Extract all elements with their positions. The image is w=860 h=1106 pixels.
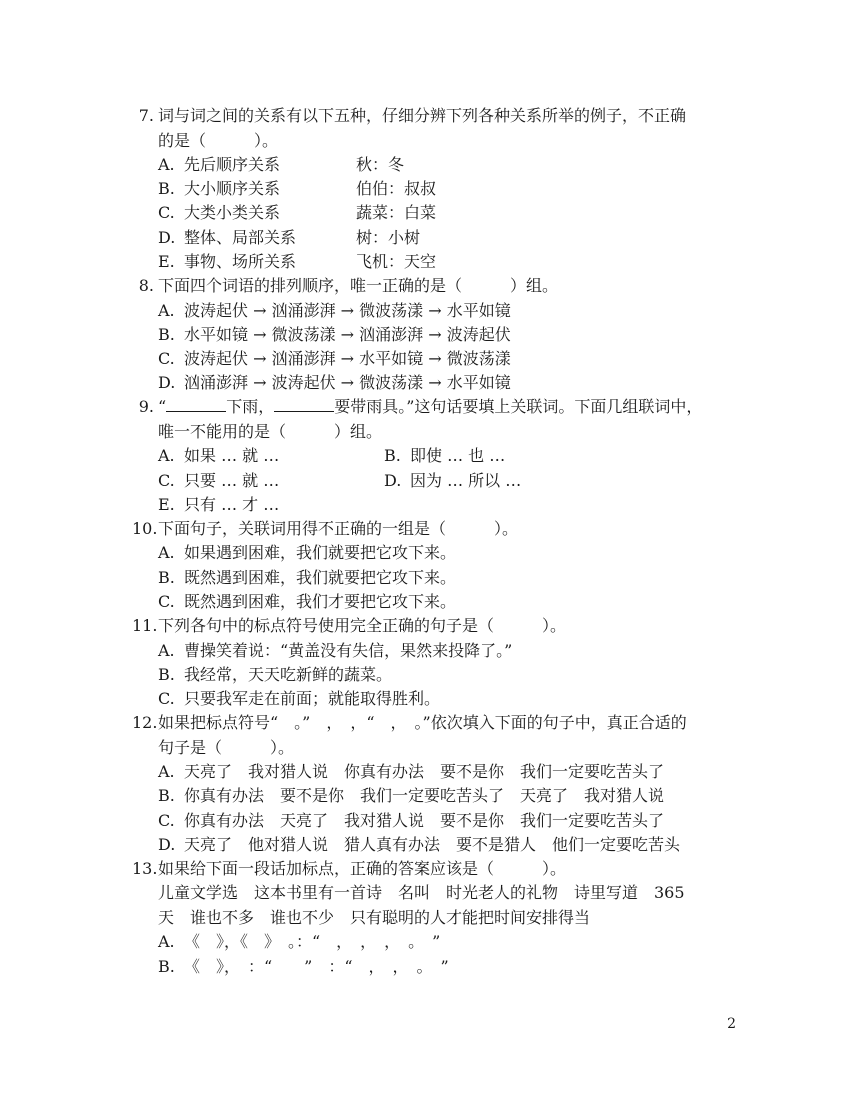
option-letter: B. (158, 324, 175, 344)
option-text: 你真有办法 要不是你 我们一定要吃苦头了 天亮了 我对猎人说 (184, 786, 665, 806)
option-text: 《 》，《 》 。：“ ， ， ， 。 ” (184, 932, 441, 952)
question-number: 10. (132, 518, 158, 538)
question-8 (132, 274, 732, 395)
option-letter: B. (158, 567, 175, 587)
option-b (384, 444, 610, 468)
option-letter: D. (384, 470, 402, 490)
option-letter: A. (158, 446, 175, 466)
option-b (132, 955, 732, 979)
option-text: 既然遇到困难，我们就要把它攻下来。 (184, 567, 457, 587)
option-text: 汹涌澎湃 → 波涛起伏 → 微波荡漾 → 水平如镜 (184, 373, 511, 393)
option-c (132, 687, 732, 711)
passage-text: 儿童文学选 这本书里有一首诗 名叫 时光老人的礼物 诗里写道 365 (158, 883, 685, 903)
option-letter: A. (158, 932, 175, 952)
option-a (132, 153, 732, 177)
option-letter: E. (158, 251, 175, 271)
question-9 (132, 395, 732, 517)
question-number: 13. (132, 858, 158, 878)
option-text: 先后顺序关系 (184, 155, 281, 174)
option-letter: B. (158, 664, 175, 684)
option-b (132, 784, 732, 808)
option-text: 波涛起伏 → 汹涌澎湃 → 微波荡漾 → 水平如镜 (184, 300, 511, 320)
option-text: 天亮了 他对猎人说 猎人真有办法 要不是猎人 他们一定要吃苦头 (184, 834, 681, 854)
option-text: 整体、局部关系 (184, 227, 297, 247)
option-letter: B. (158, 786, 175, 806)
question-stem: 如果给下面一段话加标点，正确的答案应该是（ ）。 (158, 858, 567, 878)
option-letter: A. (158, 300, 175, 320)
quote-open: “ (158, 397, 167, 417)
option-letter: B. (384, 446, 401, 466)
question-stem: 下面四个词语的排列顺序，唯一正确的是（ ）组。 (158, 276, 559, 296)
option-letter: E. (158, 494, 175, 514)
question-stem: 下雨， (226, 397, 275, 417)
option-a (132, 299, 732, 323)
option-letter: A. (158, 640, 175, 660)
fill-blank (274, 397, 334, 412)
option-letter: D. (158, 373, 176, 393)
option-text: 如果遇到困难，我们就要把它攻下来。 (184, 543, 457, 563)
option-text: 如果 … 就 … (184, 446, 280, 466)
option-text: 水平如镜 → 微波荡漾 → 汹涌澎湃 → 波涛起伏 (184, 324, 511, 344)
question-13 (132, 857, 732, 979)
fill-blank (166, 397, 226, 412)
option-b (132, 566, 732, 590)
option-c (132, 590, 732, 614)
option-d (132, 371, 732, 395)
option-d (132, 226, 732, 250)
option-c (132, 809, 732, 833)
option-text: 你真有办法 天亮了 我对猎人说 要不是你 我们一定要吃苦头了 (184, 810, 665, 830)
option-a (132, 760, 732, 784)
option-example: 伯伯：叔叔 (356, 179, 437, 199)
option-letter: C. (158, 470, 175, 490)
question-12 (132, 711, 732, 857)
passage-text: 天 谁也不多 谁也不少 只有聪明的人才能把时间安排得当 (158, 907, 591, 927)
option-b (132, 177, 732, 201)
question-11 (132, 614, 732, 711)
question-number: 12. (132, 713, 158, 733)
option-letter: C. (158, 810, 175, 830)
question-number: 8. (138, 276, 154, 296)
option-a (132, 639, 732, 663)
option-d (132, 833, 732, 857)
question-number: 7. (138, 106, 154, 125)
option-text: 我经常，天天吃新鲜的蔬菜。 (184, 664, 393, 684)
option-text: 大类小类关系 (184, 203, 281, 223)
option-d (384, 469, 610, 493)
option-letter: D. (158, 834, 176, 854)
option-a (132, 541, 732, 565)
option-letter: A. (158, 543, 175, 563)
option-text: 曹操笑着说：“黄盖没有失信，果然来投降了。” (184, 640, 513, 660)
question-stem: 下面句子，关联词用得不正确的一组是（ ）。 (158, 518, 519, 538)
option-example: 蔬菜：白菜 (356, 203, 437, 223)
option-a (132, 930, 732, 954)
option-letter: C. (158, 591, 175, 611)
option-e (158, 493, 384, 517)
option-b (132, 663, 732, 687)
option-letter: B. (158, 179, 175, 199)
question-stem: 的是（ ）。 (158, 130, 279, 150)
option-c (132, 201, 732, 225)
option-letter: A. (158, 762, 175, 782)
option-text: 大小顺序关系 (184, 179, 281, 199)
option-letter: C. (158, 688, 175, 708)
question-stem: 词与词之间的关系有以下五种，仔细分辨下列各种关系所举的例子，不正确 (158, 106, 687, 125)
option-text: 只要我军走在前面；就能取得胜利。 (184, 688, 441, 708)
option-example: 飞机：天空 (356, 251, 437, 271)
option-b (132, 323, 732, 347)
option-text: 事物、场所关系 (184, 251, 297, 271)
option-letter: A. (158, 155, 175, 174)
option-text: 因为 … 所以 … (410, 470, 522, 490)
option-text: 只要 … 就 … (184, 470, 280, 490)
question-number: 11. (132, 616, 158, 636)
option-text: 天亮了 我对猎人说 你真有办法 要不是你 我们一定要吃苦头了 (184, 762, 665, 782)
option-c (158, 469, 384, 493)
option-example: 秋：冬 (356, 155, 405, 174)
question-stem: 如果把标点符号“ 。” ， ，“ ， 。”依次填入下面的句子中，真正合适的 (158, 713, 687, 733)
option-text: 既然遇到困难，我们才要把它攻下来。 (184, 591, 457, 611)
option-letter: C. (158, 348, 175, 368)
exam-content (132, 104, 732, 979)
question-10 (132, 517, 732, 614)
question-7 (132, 104, 732, 274)
option-letter: D. (158, 227, 176, 247)
option-letter: C. (158, 203, 175, 223)
option-c (132, 347, 732, 371)
option-text: 波涛起伏 → 汹涌澎湃 → 水平如镜 → 微波荡漾 (184, 348, 511, 368)
question-stem: 句子是（ ）。 (158, 737, 295, 757)
option-example: 树：小树 (356, 227, 421, 247)
option-a (158, 444, 384, 468)
question-stem: 下列各句中的标点符号使用完全正确的句子是（ ）。 (158, 616, 567, 636)
option-letter: B. (158, 956, 175, 976)
question-number: 9. (138, 397, 154, 417)
option-text: 只有 … 才 … (184, 494, 280, 514)
option-e (132, 250, 732, 274)
question-stem: 唯一不能用的是（ ）组。 (158, 421, 383, 441)
page-number: 2 (727, 1016, 736, 1032)
option-text: 即使 … 也 … (410, 446, 506, 466)
option-text: 《 》， ：“ ” ：“ ， ， 。 ” (184, 956, 449, 976)
question-stem: 要带雨具。”这句话要填上关联词。下面几组联词中， (334, 397, 703, 417)
